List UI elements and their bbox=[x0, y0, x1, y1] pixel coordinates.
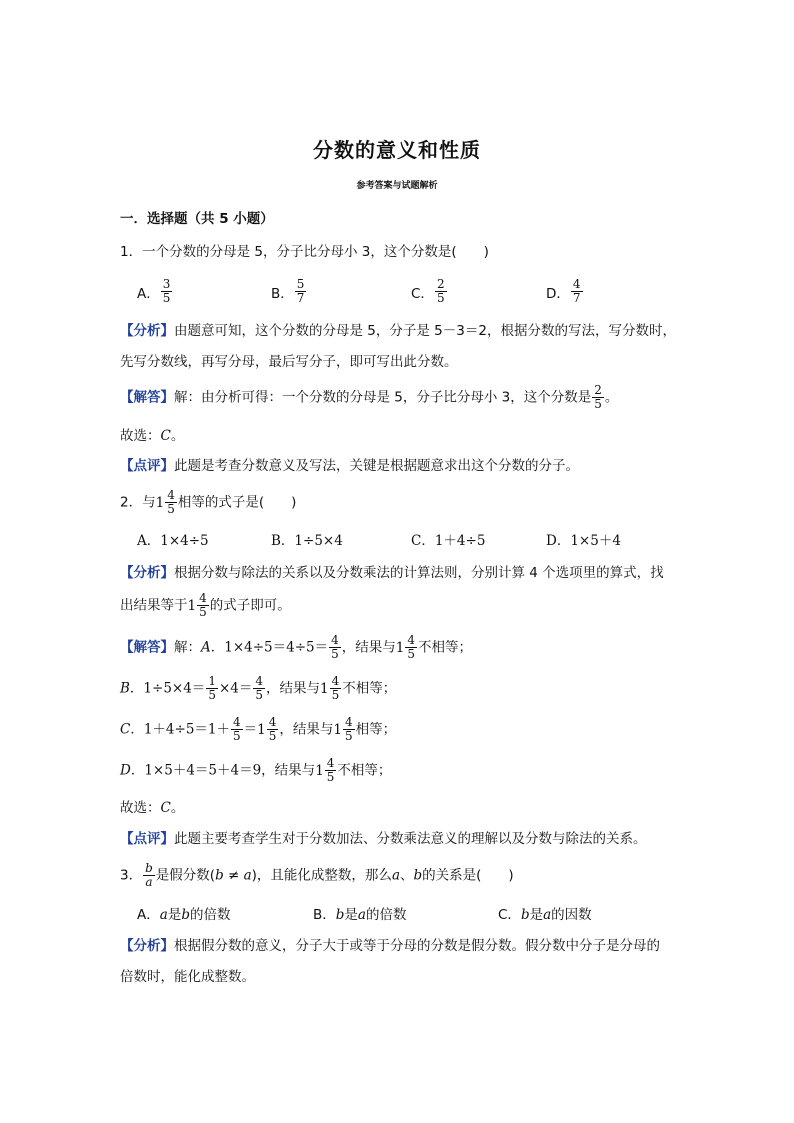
analysis-tag: 【分析】 bbox=[120, 323, 174, 339]
q2-solution-b: B．1÷5×4＝ $\frac{1}{5}$ ×4＝ $\frac{4}{5}$ ，结果与 1 $\frac{4}{5}$ 不相等； bbox=[120, 674, 397, 702]
fraction: $\frac{5}{7}$ bbox=[296, 277, 305, 305]
q1-answer: 故选：C。 bbox=[120, 428, 185, 444]
page-title: 分数的意义和性质 bbox=[313, 138, 481, 162]
q1-analysis-line-1: 【分析】由题意可知，这个分数的分母是 5，分子是 5－3＝2，根据分数的写法，写分数时， bbox=[120, 323, 676, 339]
q2-analysis-line-2: 出结果等于 1 $\frac{4}{5}$ 的式子即可。 bbox=[120, 591, 291, 619]
q2-answer: 故选：C。 bbox=[120, 800, 185, 816]
q2-option-b[interactable]: B．1÷5×4 bbox=[271, 533, 343, 549]
q2-analysis-line-1: 【分析】根据分数与除法的关系以及分数乘法的计算法则，分别计算 4 个选项里的算式，找 bbox=[120, 565, 664, 581]
mixed-number: 1 $\frac{4}{5}$ bbox=[155, 488, 175, 516]
section-heading: 一．选择题（共 5 小题） bbox=[120, 211, 274, 227]
q3-option-a[interactable]: A．a是b的倍数 bbox=[137, 907, 231, 923]
page-subtitle: 参考答案与试题解析 bbox=[356, 181, 438, 191]
q1-solution: 【解答】解：由分析可得：一个分数的分母是 5，分子比分母小 3，这个分数是 $\frac{2}{5}$ 。 bbox=[120, 383, 619, 411]
q3-analysis-line-2: 倍数时，能化成整数。 bbox=[120, 969, 255, 985]
comment-tag: 【点评】 bbox=[120, 831, 174, 847]
comment-tag: 【点评】 bbox=[120, 458, 174, 474]
q2-option-d[interactable]: D．1×5＋4 bbox=[546, 533, 621, 549]
q1-option-c[interactable]: C． $\frac{2}{5}$ bbox=[411, 277, 445, 305]
fraction: $\frac{2}{5}$ bbox=[594, 383, 602, 411]
analysis-tag: 【分析】 bbox=[120, 938, 174, 954]
q2-solution-d: D．1×5＋4＝5＋4＝9，结果与 1 $\frac{4}{5}$ 不相等； bbox=[120, 756, 392, 784]
mixed-number: 1 $\frac{4}{5}$ bbox=[187, 591, 207, 619]
q3-stem: 3． $\frac{b}{a}$ 是假分数(b ≠ a)，且能化成整数，那么a、b的关系是( ) bbox=[120, 861, 514, 889]
q3-option-b[interactable]: B．b是a的倍数 bbox=[313, 907, 407, 923]
solution-tag: 【解答】 bbox=[120, 389, 174, 406]
q1-comment: 【点评】此题是考查分数意义及写法，关键是根据题意求出这个分数的分子。 bbox=[120, 458, 579, 474]
q2-comment: 【点评】此题主要考查学生对于分数加法、分数乘法意义的理解以及分数与除法的关系。 bbox=[120, 831, 647, 847]
solution-tag: 【解答】 bbox=[120, 639, 174, 656]
q1-option-a[interactable]: A． $\frac{3}{5}$ bbox=[137, 277, 171, 305]
q2-option-c[interactable]: C．1＋4÷5 bbox=[411, 533, 486, 549]
q3-analysis-line-1: 【分析】根据假分数的意义，分子大于或等于分母的分数是假分数。假分数中分子是分母的 bbox=[120, 938, 660, 954]
q3-option-c[interactable]: C．b是a的因数 bbox=[498, 907, 592, 923]
q1-stem: 1．一个分数的分母是 5，分子比分母小 3，这个分数是( ) bbox=[120, 244, 489, 260]
q2-option-a[interactable]: A．1×4÷5 bbox=[137, 533, 209, 549]
fraction: $\frac{4}{7}$ bbox=[572, 277, 581, 305]
analysis-tag: 【分析】 bbox=[120, 565, 174, 581]
q2-solution-a: 【解答】解：A．1×4÷5＝4÷5＝ $\frac{4}{5}$ ，结果与 1 $\frac{4}{5}$ 不相等； bbox=[120, 633, 473, 661]
fraction: $\frac{2}{5}$ bbox=[436, 277, 445, 305]
q1-option-b[interactable]: B． $\frac{5}{7}$ bbox=[271, 277, 305, 305]
q2-stem: 2．与 1 $\frac{4}{5}$ 相等的式子是( ) bbox=[120, 488, 297, 516]
fraction: $\frac{3}{5}$ bbox=[162, 277, 171, 305]
q2-solution-c: C．1＋4÷5＝1＋ $\frac{4}{5}$ ＝ 1 $\frac{4}{5}$ ，结果与 1 $\frac{4}{5}$ 相等； bbox=[120, 715, 397, 743]
q1-option-d[interactable]: D． $\frac{4}{7}$ bbox=[546, 277, 581, 305]
q1-analysis-line-2: 先写分数线，再写分母，最后写分子，即可写出此分数。 bbox=[120, 354, 458, 370]
